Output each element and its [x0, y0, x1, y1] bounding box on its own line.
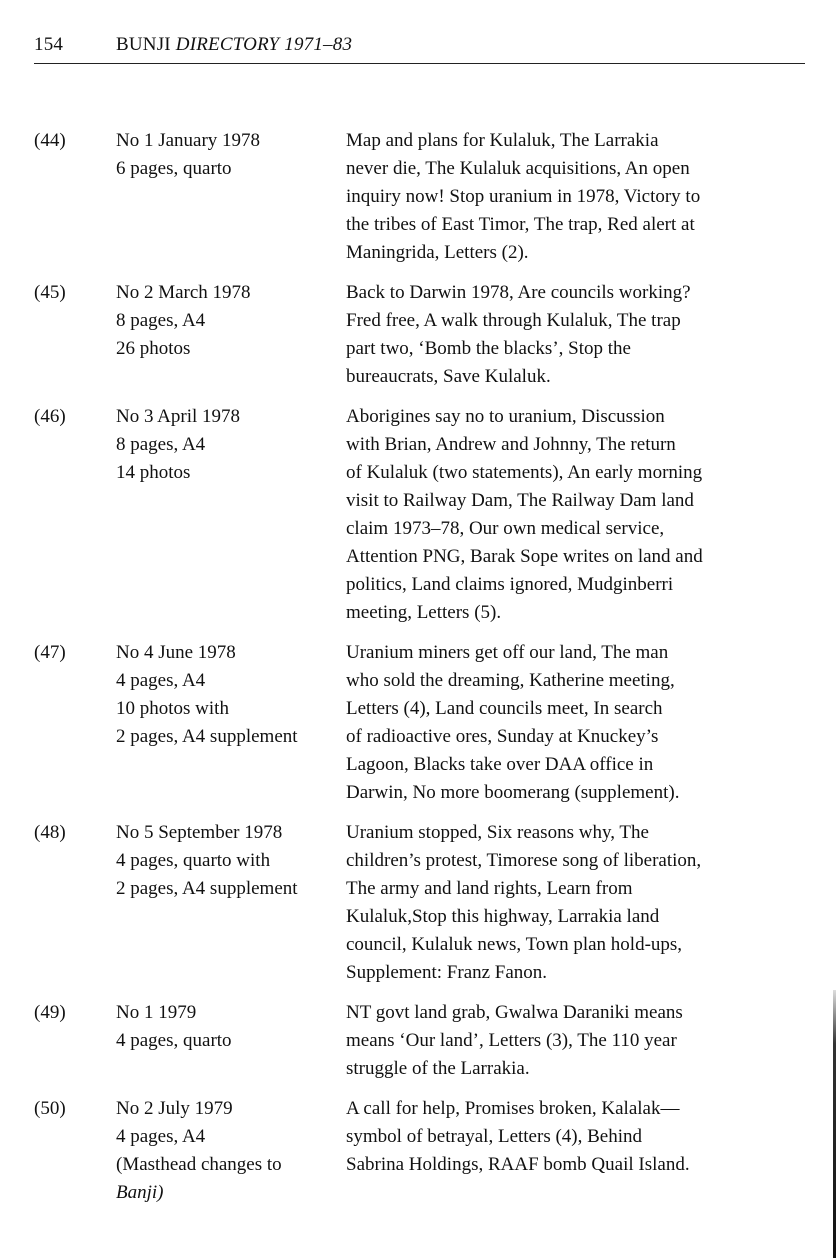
- contents-line: Sabrina Holdings, RAAF bomb Quail Island.: [346, 1154, 690, 1175]
- entry-number: (44): [34, 130, 66, 151]
- issue-detail-line: 4 pages, A4: [116, 1126, 206, 1147]
- contents-line: struggle of the Larrakia.: [346, 1058, 530, 1079]
- contents-line: council, Kulaluk news, Town plan hold-ups,: [346, 934, 683, 955]
- contents-line: Letters (4), Land councils meet, In search: [346, 698, 663, 719]
- entry-contents: [346, 639, 801, 807]
- contents-line: Lagoon, Blacks take over DAA office in: [346, 754, 654, 775]
- directory-entry: [34, 279, 814, 391]
- entry-issue-details: [116, 639, 346, 807]
- running-head: [34, 34, 352, 56]
- entry-issue-details: [116, 819, 346, 987]
- contents-line: of radioactive ores, Sunday at Knuckey’s: [346, 726, 659, 747]
- contents-line: Back to Darwin 1978, Are councils working?: [346, 282, 691, 303]
- contents-line: with Brian, Andrew and Johnny, The return: [346, 434, 676, 455]
- entry-issue-details: [116, 403, 346, 627]
- issue-detail-line: No 5 September 1978: [116, 822, 283, 843]
- contents-line: Supplement: Franz Fanon.: [346, 962, 548, 983]
- issue-detail-line: 2 pages, A4 supplement: [116, 878, 298, 899]
- entry-list: [34, 127, 814, 1219]
- entry-contents: [346, 1095, 801, 1207]
- entry-issue-details: [116, 1095, 346, 1207]
- contents-line: means ‘Our land’, Letters (3), The 110 year: [346, 1030, 677, 1051]
- issue-detail-line: 6 pages, quarto: [116, 158, 232, 179]
- issue-detail-line: 4 pages, A4: [116, 670, 206, 691]
- contents-line: Attention PNG, Barak Sope writes on land and: [346, 546, 703, 567]
- entry-contents: [346, 999, 801, 1083]
- entry-number: (49): [34, 1002, 66, 1023]
- entry-number: (50): [34, 1098, 66, 1119]
- contents-line: who sold the dreaming, Katherine meeting,: [346, 670, 675, 691]
- issue-detail-line: 4 pages, quarto with: [116, 850, 271, 871]
- contents-line: Map and plans for Kulaluk, The Larrakia: [346, 130, 659, 151]
- issue-detail-line: 26 photos: [116, 338, 191, 359]
- directory-entry: [34, 639, 814, 807]
- issue-detail-line: 8 pages, A4: [116, 434, 206, 455]
- issue-detail-line: 14 photos: [116, 462, 191, 483]
- contents-line: Kulaluk,Stop this highway, Larrakia land: [346, 906, 660, 927]
- directory-entry: [34, 127, 814, 267]
- directory-entry: [34, 1095, 814, 1207]
- issue-detail-line: 2 pages, A4 supplement: [116, 726, 298, 747]
- entry-issue-details: [116, 999, 346, 1083]
- contents-line: The army and land rights, Learn from: [346, 878, 633, 899]
- directory-entry: [34, 819, 814, 987]
- issue-detail-line: 10 photos with: [116, 698, 229, 719]
- contents-line: Uranium stopped, Six reasons why, The: [346, 822, 649, 843]
- entry-number: (45): [34, 282, 66, 303]
- contents-line: part two, ‘Bomb the blacks’, Stop the: [346, 338, 631, 359]
- entry-issue-details: [116, 279, 346, 391]
- entry-contents: [346, 819, 801, 987]
- contents-line: Fred free, A walk through Kulaluk, The trap: [346, 310, 681, 331]
- contents-line: never die, The Kulaluk acquisitions, An open: [346, 158, 690, 179]
- contents-line: Maningrida, Letters (2).: [346, 242, 529, 263]
- contents-line: NT govt land grab, Gwalwa Daraniki means: [346, 1002, 683, 1023]
- contents-line: symbol of betrayal, Letters (4), Behind: [346, 1126, 643, 1147]
- contents-line: the tribes of East Timor, The trap, Red alert at: [346, 214, 695, 235]
- issue-detail-line: 4 pages, quarto: [116, 1030, 232, 1051]
- issue-detail-line: No 4 June 1978: [116, 642, 236, 663]
- contents-line: Uranium miners get off our land, The man: [346, 642, 669, 663]
- directory-entry: [34, 403, 814, 627]
- issue-detail-line: No 1 1979: [116, 1002, 197, 1023]
- contents-line: Aborigines say no to uranium, Discussion: [346, 406, 665, 427]
- contents-line: children’s protest, Timorese song of liberation,: [346, 850, 702, 871]
- contents-line: claim 1973–78, Our own medical service,: [346, 518, 665, 539]
- contents-line: of Kulaluk (two statements), An early morning: [346, 462, 703, 483]
- entry-contents: [346, 403, 801, 627]
- issue-detail-line: No 3 April 1978: [116, 406, 241, 427]
- entry-number: (46): [34, 406, 66, 427]
- entry-issue-details: [116, 127, 346, 267]
- contents-line: A call for help, Promises broken, Kalalak—: [346, 1098, 680, 1119]
- contents-line: visit to Railway Dam, The Railway Dam land: [346, 490, 694, 511]
- contents-line: inquiry now! Stop uranium in 1978, Victory to: [346, 186, 701, 207]
- entry-number: (47): [34, 642, 66, 663]
- issue-detail-line: No 2 July 1979: [116, 1098, 233, 1119]
- contents-line: meeting, Letters (5).: [346, 602, 502, 623]
- contents-line: Darwin, No more boomerang (supplement).: [346, 782, 680, 803]
- contents-line: bureaucrats, Save Kulaluk.: [346, 366, 551, 387]
- entry-contents: [346, 279, 801, 391]
- issue-detail-line: 8 pages, A4: [116, 310, 206, 331]
- page-number: 154: [34, 34, 64, 55]
- issue-detail-line: No 1 January 1978: [116, 130, 261, 151]
- running-title: BUNJI DIRECTORY 1971–83: [116, 34, 353, 55]
- entry-contents: [346, 127, 801, 267]
- issue-detail-line: (Masthead changes to: [116, 1154, 282, 1175]
- directory-entry: [34, 999, 814, 1083]
- issue-detail-line: No 2 March 1978: [116, 282, 251, 303]
- issue-detail-italic: Banji): [116, 1182, 164, 1203]
- contents-line: politics, Land claims ignored, Mudginberri: [346, 574, 674, 595]
- entry-number: (48): [34, 822, 66, 843]
- header-rule: [34, 63, 805, 64]
